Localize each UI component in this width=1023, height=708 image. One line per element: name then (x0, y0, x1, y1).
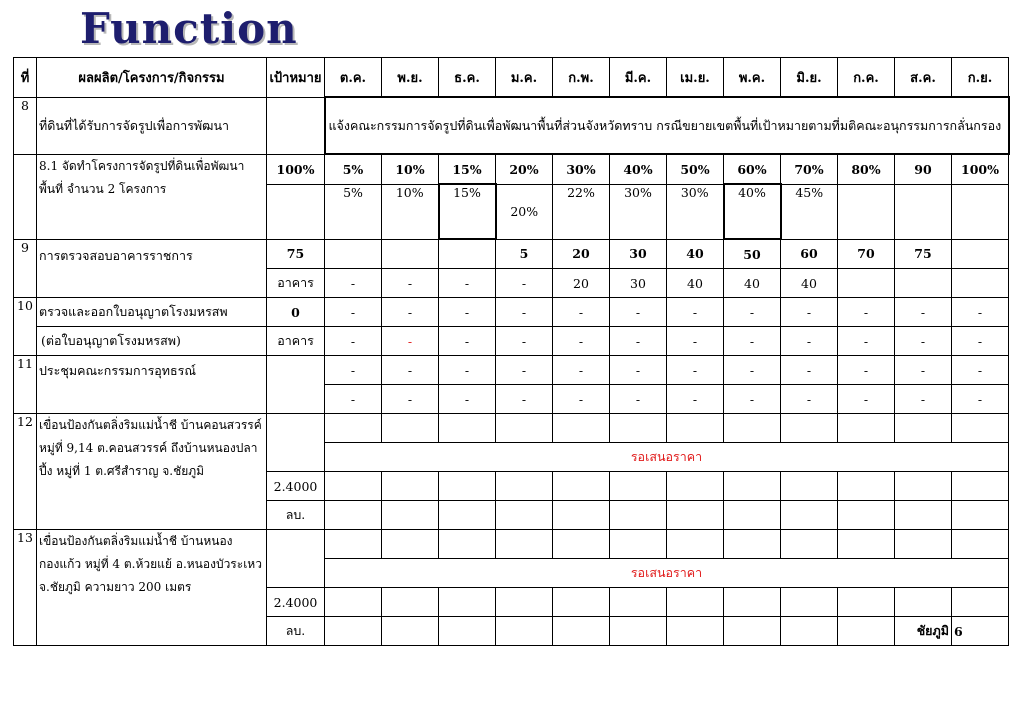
actual-cell (952, 269, 1009, 298)
actual-cell: - (325, 385, 382, 414)
plan-cell: - (667, 298, 724, 327)
empty-cell (439, 472, 496, 501)
empty-cell (667, 414, 724, 443)
plan-cell: 20 (553, 239, 610, 269)
plan-cell: 5 (496, 239, 553, 269)
empty-cell (382, 588, 439, 617)
header-cell: มิ.ย. (781, 58, 838, 98)
actual-cell: 45% (781, 184, 838, 239)
plan-cell: - (382, 298, 439, 327)
header-cell: ก.พ. (553, 58, 610, 98)
empty-cell (895, 588, 952, 617)
plan-cell: - (325, 356, 382, 385)
empty-cell (496, 472, 553, 501)
plan-cell: - (553, 356, 610, 385)
plan-cell: 40 (667, 239, 724, 269)
target-cell (267, 184, 325, 239)
plan-cell: 60% (724, 154, 781, 184)
empty-cell (895, 501, 952, 530)
plan-cell: - (838, 298, 895, 327)
plan-cell: 50 (724, 239, 781, 269)
target-cell (267, 414, 325, 472)
plan-cell: - (496, 356, 553, 385)
actual-cell: - (781, 385, 838, 414)
empty-cell (325, 530, 382, 559)
plan-cell: - (439, 356, 496, 385)
plan-cell: - (952, 298, 1009, 327)
header-cell: เม.ย. (667, 58, 724, 98)
target-value: 0 (267, 298, 325, 327)
empty-cell (610, 617, 667, 646)
empty-cell (895, 472, 952, 501)
empty-cell (781, 588, 838, 617)
header-cell: ธ.ค. (439, 58, 496, 98)
empty-cell (325, 617, 382, 646)
actual-cell (838, 269, 895, 298)
actual-cell (895, 269, 952, 298)
empty-cell (952, 588, 1009, 617)
table-row (14, 154, 1009, 184)
table-row (14, 356, 1009, 385)
actual-cell: - (553, 385, 610, 414)
empty-cell (382, 414, 439, 443)
plan-cell: - (496, 298, 553, 327)
target-cell: 100% (267, 154, 325, 184)
empty-cell (553, 501, 610, 530)
empty-cell (610, 414, 667, 443)
table-row (14, 239, 1009, 269)
row-name: การตรวจสอบอาคารราชการ (37, 239, 267, 298)
actual-cell: 5% (325, 184, 382, 239)
plan-cell: - (325, 298, 382, 327)
actual-cell: 30 (610, 269, 667, 298)
empty-cell (496, 617, 553, 646)
plan-cell: 90 (895, 154, 952, 184)
actual-cell: - (952, 327, 1009, 356)
budget-unit: ลบ. (267, 617, 325, 646)
header-cell: ส.ค. (895, 58, 952, 98)
plan-cell: - (610, 356, 667, 385)
actual-cell: - (895, 385, 952, 414)
plan-cell: 10% (382, 154, 439, 184)
empty-cell (382, 472, 439, 501)
empty-cell (838, 472, 895, 501)
table-row (14, 530, 1009, 559)
row-name-sub: (ต่อใบอนุญาตโรงมหรสพ) (37, 327, 267, 356)
actual-cell (895, 184, 952, 239)
actual-cell: 15% (439, 184, 496, 239)
header-cell: พ.ย. (382, 58, 439, 98)
row-name: ตรวจและออกใบอนุญาตโรงมหรสพ (37, 298, 267, 327)
plan-cell: 30% (553, 154, 610, 184)
empty-cell (781, 414, 838, 443)
actual-cell: - (895, 327, 952, 356)
plan-cell: 40% (610, 154, 667, 184)
actual-cell: - (553, 327, 610, 356)
empty-cell (325, 472, 382, 501)
actual-cell: 10% (382, 184, 439, 239)
table-row (14, 298, 1009, 327)
plan-cell: - (895, 356, 952, 385)
target-unit: อาคาร (267, 327, 325, 356)
actual-cell: 30% (667, 184, 724, 239)
row-number: 9 (14, 239, 37, 298)
plan-cell (382, 239, 439, 269)
plan-cell: 70 (838, 239, 895, 269)
header-cell: เป้าหมาย (267, 58, 325, 98)
header-cell: ผลผลิต/โครงการ/กิจกรรม (37, 58, 267, 98)
actual-cell: - (838, 385, 895, 414)
empty-cell (496, 414, 553, 443)
header-cell: พ.ค. (724, 58, 781, 98)
empty-cell (667, 588, 724, 617)
row-number: 12 (14, 414, 37, 530)
plan-cell: 30 (610, 239, 667, 269)
plan-cell: 100% (952, 154, 1009, 184)
empty-cell (724, 414, 781, 443)
target-cell (267, 356, 325, 414)
empty-cell (439, 414, 496, 443)
plan-cell: 75 (895, 239, 952, 269)
empty-cell (952, 414, 1009, 443)
actual-cell: - (325, 327, 382, 356)
actual-cell: 22% (553, 184, 610, 239)
plan-cell: 70% (781, 154, 838, 184)
actual-cell: 40% (724, 184, 781, 239)
header-cell: มี.ค. (610, 58, 667, 98)
empty-cell (838, 617, 895, 646)
footer-province: ชัยภูมิ (895, 617, 952, 646)
empty-cell (724, 530, 781, 559)
actual-cell: 20% (496, 184, 553, 239)
actual-cell: - (496, 269, 553, 298)
empty-cell (781, 530, 838, 559)
plan-cell: - (610, 298, 667, 327)
empty-cell (838, 501, 895, 530)
page-number: 6 (952, 617, 1009, 646)
plan-cell: - (724, 298, 781, 327)
actual-cell: - (496, 327, 553, 356)
plan-cell (439, 239, 496, 269)
actual-cell: - (439, 269, 496, 298)
actual-cell: - (439, 327, 496, 356)
empty-cell (325, 501, 382, 530)
actual-cell: - (667, 327, 724, 356)
header-cell: ต.ค. (325, 58, 382, 98)
actual-cell: - (382, 385, 439, 414)
plan-cell: - (838, 356, 895, 385)
empty-cell (496, 530, 553, 559)
performance-table (13, 57, 1010, 646)
header-cell: ก.ค. (838, 58, 895, 98)
empty-cell (439, 617, 496, 646)
plan-cell (325, 239, 382, 269)
empty-cell (325, 588, 382, 617)
budget-unit: ลบ. (267, 501, 325, 530)
plan-cell: - (439, 298, 496, 327)
plan-cell: - (895, 298, 952, 327)
actual-cell: - (325, 269, 382, 298)
empty-cell (781, 472, 838, 501)
table-row (14, 327, 1009, 356)
empty-cell (553, 472, 610, 501)
plan-cell: 80% (838, 154, 895, 184)
empty-cell (895, 530, 952, 559)
empty-cell (724, 588, 781, 617)
target-cell (267, 530, 325, 588)
row-number (14, 154, 37, 239)
empty-cell (838, 530, 895, 559)
plan-cell: 60 (781, 239, 838, 269)
empty-cell (667, 472, 724, 501)
page-title: Function (80, 4, 298, 53)
actual-cell (952, 184, 1009, 239)
actual-cell: - (667, 385, 724, 414)
row-number: 8 (14, 97, 37, 154)
empty-cell (439, 530, 496, 559)
budget-value: 2.4000 (267, 472, 325, 501)
status-text: รอเสนอราคา (325, 443, 1009, 472)
empty-cell (610, 588, 667, 617)
actual-cell: - (382, 327, 439, 356)
empty-cell (553, 588, 610, 617)
empty-cell (781, 501, 838, 530)
row-number: 11 (14, 356, 37, 414)
plan-cell: 5% (325, 154, 382, 184)
empty-cell (325, 414, 382, 443)
row-name: เขื่อนป้องกันตลิ่งริมแม่น้ำชี บ้านคอนสวรรค์ หมู่ที่ 9,14 ต.คอนสวรรค์ ถึงบ้านหนองปลาปึ้ง หมู่ที่ 1 ต.ศรีสำราญ จ.ชัยภูมิ (37, 414, 267, 530)
plan-cell: - (667, 356, 724, 385)
empty-cell (724, 617, 781, 646)
target-unit: อาคาร (267, 269, 325, 298)
empty-cell (781, 617, 838, 646)
empty-cell (496, 588, 553, 617)
empty-cell (667, 501, 724, 530)
table-row (14, 97, 1009, 154)
actual-cell: 40 (724, 269, 781, 298)
empty-cell (439, 588, 496, 617)
target-value: 75 (267, 239, 325, 269)
row-name: ที่ดินที่ได้รับการจัดรูปเพื่อการพัฒนา (37, 97, 267, 154)
actual-cell: - (439, 385, 496, 414)
empty-cell (553, 617, 610, 646)
empty-cell (439, 501, 496, 530)
empty-cell (610, 472, 667, 501)
actual-cell: - (952, 385, 1009, 414)
plan-cell: - (724, 356, 781, 385)
plan-cell: - (382, 356, 439, 385)
empty-cell (895, 414, 952, 443)
actual-cell: - (496, 385, 553, 414)
header-cell: ม.ค. (496, 58, 553, 98)
plan-cell: - (781, 298, 838, 327)
target-cell (267, 97, 325, 154)
empty-cell (724, 472, 781, 501)
actual-cell: 20 (553, 269, 610, 298)
actual-cell: 30% (610, 184, 667, 239)
plan-cell: 20% (496, 154, 553, 184)
row-name: ประชุมคณะกรรมการอุทธรณ์ (37, 356, 267, 414)
empty-cell (382, 501, 439, 530)
plan-cell: - (952, 356, 1009, 385)
empty-cell (553, 530, 610, 559)
plan-cell: - (553, 298, 610, 327)
plan-cell: 15% (439, 154, 496, 184)
empty-cell (553, 414, 610, 443)
plan-cell: - (781, 356, 838, 385)
plan-cell (952, 239, 1009, 269)
actual-cell: - (838, 327, 895, 356)
empty-cell (952, 472, 1009, 501)
actual-cell (838, 184, 895, 239)
table-row (14, 414, 1009, 443)
header-row (14, 58, 1009, 98)
header-cell: ที่ (14, 58, 37, 98)
budget-value: 2.4000 (267, 588, 325, 617)
empty-cell (952, 501, 1009, 530)
empty-cell (496, 501, 553, 530)
row-name: เขื่อนป้องกันตลิ่งริมแม่น้ำชี บ้านหนองกองแก้ว หมู่ที่ 4 ต.ห้วยแย้ อ.หนองบัวระเหว จ.ชัยภูมิ ความยาว 200 เมตร (37, 530, 267, 646)
row-name: 8.1 จัดทำโครงการจัดรูปที่ดินเพื่อพัฒนาพื้นที่ จำนวน 2 โครงการ (37, 154, 267, 239)
actual-cell: 40 (781, 269, 838, 298)
status-text: รอเสนอราคา (325, 559, 1009, 588)
empty-cell (610, 530, 667, 559)
header-cell: ก.ย. (952, 58, 1009, 98)
empty-cell (838, 588, 895, 617)
empty-cell (952, 530, 1009, 559)
empty-cell (724, 501, 781, 530)
empty-cell (838, 414, 895, 443)
actual-cell: - (610, 385, 667, 414)
actual-cell: - (781, 327, 838, 356)
actual-cell: 40 (667, 269, 724, 298)
row-number: 13 (14, 530, 37, 646)
row-number: 10 (14, 298, 37, 356)
empty-cell (667, 530, 724, 559)
actual-cell: - (382, 269, 439, 298)
empty-cell (610, 501, 667, 530)
empty-cell (382, 617, 439, 646)
plan-cell: 50% (667, 154, 724, 184)
row-note: แจ้งคณะกรรมการจัดรูปที่ดินเพื่อพัฒนาพื้นที่ส่วนจังหวัดทราบ กรณีขยายเขตพื้นที่เป้าหมายตามที่มติคณะอนุกรรมการกลั่นกรอง (325, 97, 1009, 154)
actual-cell: - (724, 327, 781, 356)
empty-cell (667, 617, 724, 646)
actual-cell: - (610, 327, 667, 356)
actual-cell: - (724, 385, 781, 414)
empty-cell (382, 530, 439, 559)
